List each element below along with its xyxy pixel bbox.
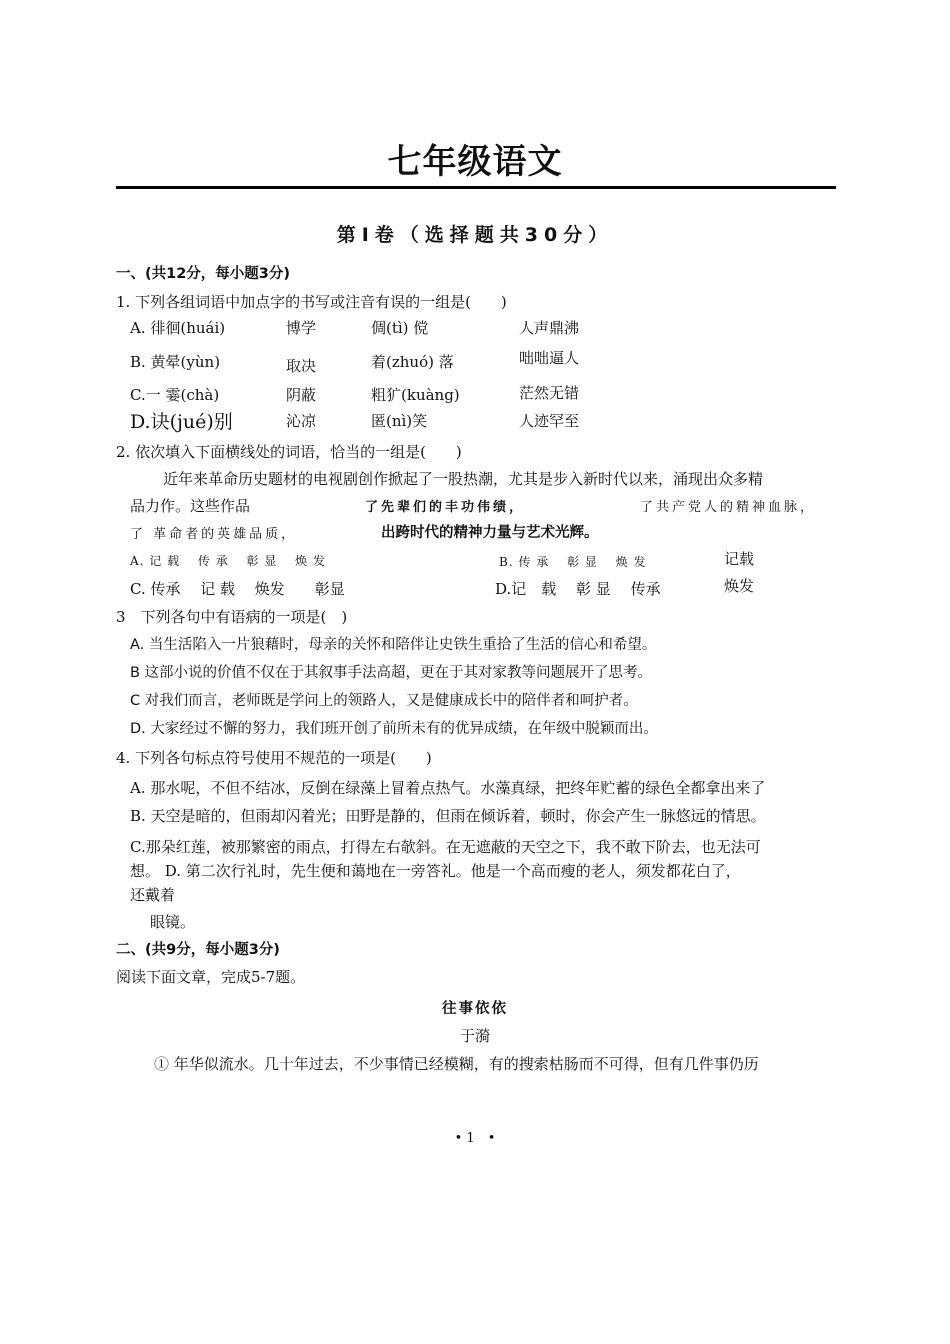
q1-optB-1: B. 黄晕(yùn) <box>130 353 221 371</box>
part1-title: 第Ⅰ卷（选择题共30分） <box>336 224 614 246</box>
q1-optC-3: 粗犷(kuàng) <box>371 386 460 404</box>
q4-optA: A. 那水呢，不但不结冰，反倒在绿藻上冒着点热气。水藻真绿，把终年贮蓄的绿色全都拿出来了 <box>130 779 766 797</box>
q1-optA-2: 博学 <box>286 319 317 337</box>
q1-optB-4: 咄咄逼人 <box>519 349 580 367</box>
article-author: 于漪 <box>459 1027 490 1045</box>
q4-stem: 4. 下列各句标点符号使用不规范的一项是( ) <box>116 749 432 767</box>
q2-optA: A. 记 载 传 承 彰 显 焕 发 <box>130 554 326 568</box>
q3-optA: A. 当生活陷入一片狼藉时，母亲的关怀和陪伴让史铁生重拾了生活的信心和希望。 <box>130 637 657 653</box>
q3-optD: D. 大家经过不懈的努力，我们班开创了前所未有的优异成绩，在年级中脱颖而出。 <box>130 721 658 737</box>
q1-optD-1: D.诀(jué)别 <box>130 411 233 433</box>
page-number: • 1 • <box>454 1131 496 1146</box>
q2-optC: C. 传承 记 载 焕发 彰显 <box>130 580 345 598</box>
article-title: 往事依依 <box>442 1001 508 1017</box>
q4-optC: C.那朵红莲，被那繁密的雨点，打得左右欹斜。在无遮蔽的天空之下，我不敢下阶去，也无法可 <box>130 838 761 856</box>
q1-optB-2: 取决 <box>286 357 317 375</box>
q4-optD-end: 眼镜。 <box>150 913 196 931</box>
q1-optD-4: 人迹罕至 <box>519 412 580 430</box>
title-rule <box>116 186 836 189</box>
q2-optB-a: B. 传 承 彰 显 焕 发 <box>499 555 647 569</box>
q1-optC-1: C.一 霎(chà) <box>130 386 220 404</box>
q1-optA-1: A. 徘徊(huái) <box>130 319 226 337</box>
article-para1: ① 年华似流水。几十年过去，不少事情已经模糊，有的搜索枯肠而不可得，但有几件事仍历 <box>154 1055 759 1073</box>
section2-header: 二、(共9分，每小题3分) <box>116 942 280 958</box>
q4-optC-cont: 想。 D. 第二次行礼时，先生便和蔼地在一旁答礼。他是一个高而瘦的老人，须发都花白了， <box>130 862 741 880</box>
q2-optB-b: 记载 <box>724 550 755 568</box>
q1-optC-4: 茫然无错 <box>519 384 580 402</box>
q1-optD-2: 沁凉 <box>286 412 317 430</box>
section1-header: 一、(共12分，每小题3分) <box>116 266 291 282</box>
q1-optC-2: 阴蔽 <box>286 386 317 404</box>
page-title: 七年级语文 <box>387 142 563 182</box>
q2-optD-b: 焕发 <box>724 577 755 595</box>
q1-optB-3: 着(zhuó) 落 <box>371 353 454 371</box>
section2-intro: 阅读下面文章，完成5-7题。 <box>116 968 306 986</box>
q1-stem: 1. 下列各组词语中加点字的书写或注音有误的一组是( ) <box>116 293 507 311</box>
q2-passage-line3b: 出跨时代的精神力量与艺术光辉。 <box>381 525 599 541</box>
q2-passage-line2b: 了先辈们的丰功伟绩， <box>365 500 526 515</box>
q3-optC: C 对我们而言，老师既是学问上的领路人，又是健康成长中的陪伴者和呵护者。 <box>130 693 638 709</box>
q2-optD-a: D.记 载 彰 显 传承 <box>495 580 661 598</box>
q2-passage-line3a: 了 革命者的英雄品质， <box>130 527 298 542</box>
q3-stem: 3 下列各句中有语病的一项是( ) <box>116 608 348 626</box>
q4-optB: B. 天空是暗的，但雨却闪着光；田野是静的，但雨在倾诉着，顿时，你会产生一脉悠远的情思。 <box>130 807 766 825</box>
q4-optD-cont: 还戴着 <box>130 886 176 904</box>
q2-passage-line2a: 品力作。这些作品 <box>130 497 251 515</box>
q2-passage-line1: 近年来革命历史题材的电视剧创作掀起了一股热潮，尤其是步入新时代以来，涌现出众多精 <box>163 470 764 488</box>
q2-stem: 2. 依次填入下面横线处的词语，恰当的一组是( ) <box>116 443 462 461</box>
q1-optA-4: 人声鼎沸 <box>519 319 580 337</box>
q1-optD-3: 匿(nì)笑 <box>371 412 428 430</box>
q2-passage-line2c: 了共产党人的精神血脉， <box>640 500 817 515</box>
q1-optA-3: 倜(tì) 傥 <box>371 319 429 337</box>
q3-optB: B 这部小说的价值不仅在于其叙事手法高超，更在于其对家教等问题展开了思考。 <box>130 665 653 681</box>
